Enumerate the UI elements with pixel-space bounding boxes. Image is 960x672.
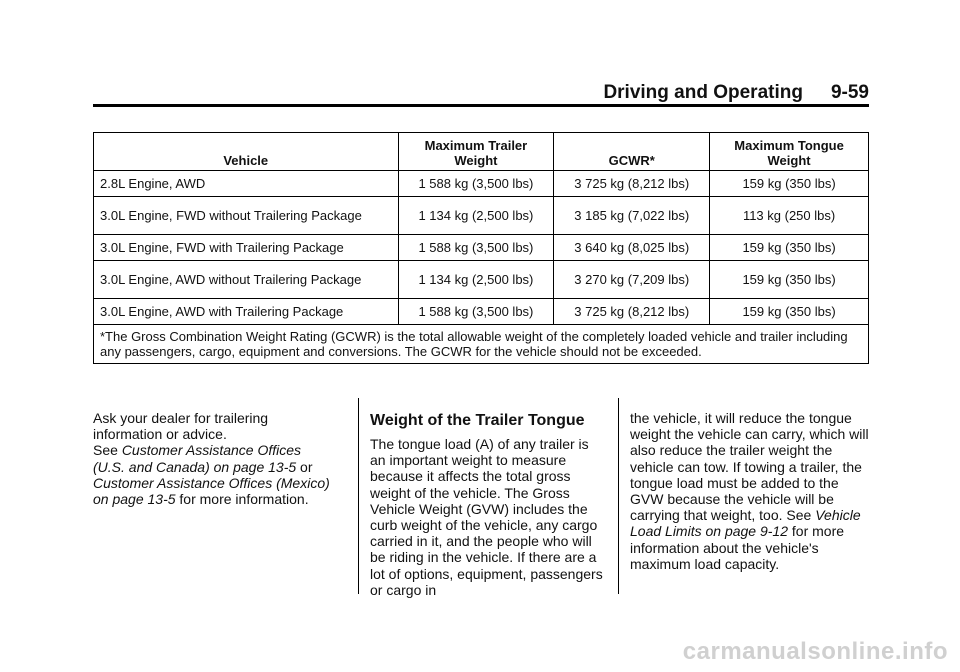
see-label: See — [93, 442, 118, 459]
gcwr-footnote: *The Gross Combination Weight Rating (GCWR) is the total allowable weight of the completely loaded vehicle and trailer including any passengers, cargo, equipment and conversions. The GCWR for the vehicle should not be exceeded. — [94, 325, 869, 364]
column-header: Maximum Trailer Weight — [398, 133, 554, 171]
table-row — [94, 261, 869, 299]
column-middle — [370, 412, 605, 598]
table-cell: 159 kg (350 lbs) — [710, 299, 869, 325]
column-header: Vehicle — [94, 133, 399, 171]
table-cell: 3.0L Engine, AWD without Trailering Package — [94, 261, 399, 299]
table-cell: 3 640 kg (8,025 lbs) — [554, 235, 710, 261]
tongue-load-text: The tongue load (A) of any trailer is an important weight to measure because it affects the total gross weight of the vehicle. The Gross Vehicle Weight (GVW) includes the curb weight of the vehicle, any cargo carried in it, and the people who will be riding in the vehicle. If there are a lot of options, equipment, passengers or cargo in — [370, 436, 603, 598]
table-cell: 1 588 kg (3,500 lbs) — [398, 235, 554, 261]
table-cell: 1 588 kg (3,500 lbs) — [398, 171, 554, 197]
watermark: carmanualsonline.info — [682, 638, 948, 665]
table-cell: 159 kg (350 lbs) — [710, 261, 869, 299]
table-cell: 113 kg (250 lbs) — [710, 197, 869, 235]
table-row — [94, 299, 869, 325]
table-cell: 3 185 kg (7,022 lbs) — [554, 197, 710, 235]
header-rule — [93, 104, 869, 107]
table-row — [94, 235, 869, 261]
table-cell: 159 kg (350 lbs) — [710, 235, 869, 261]
page-number: 9-59 — [830, 82, 869, 103]
table-cell: 159 kg (350 lbs) — [710, 171, 869, 197]
load-capacity-text: for more information about the vehicle's maximum load capacity. — [630, 523, 845, 572]
mexico-offices-link[interactable]: Customer Assistance Offices (Mexico) on page 13-5 — [93, 474, 330, 508]
column-header: Maximum Tongue Weight — [710, 133, 869, 171]
more-info-text: for more information. — [179, 491, 309, 508]
table-cell: 3 725 kg (8,212 lbs) — [554, 299, 710, 325]
table-cell: 2.8L Engine, AWD — [94, 171, 399, 197]
or-label: or — [300, 458, 313, 475]
table-cell: 3 270 kg (7,209 lbs) — [554, 261, 710, 299]
table-cell: 1 134 kg (2,500 lbs) — [398, 197, 554, 235]
column-right — [630, 410, 869, 572]
table-cell: 3.0L Engine, AWD with Trailering Package — [94, 299, 399, 325]
column-header: GCWR* — [554, 133, 710, 171]
section-heading: Weight of the Trailer Tongue — [370, 412, 585, 429]
vehicle-load-limits-link[interactable]: Vehicle Load Limits on page 9-12 — [630, 507, 861, 540]
trailer-weight-table — [93, 132, 869, 364]
table-cell: 1 588 kg (3,500 lbs) — [398, 299, 554, 325]
column-left — [93, 410, 333, 507]
us-canada-offices-link[interactable]: Customer Assistance Offices (U.S. and Canada) on page 13-5 — [93, 442, 302, 475]
dealer-advice-text: Ask your dealer for trailering information or advice. — [93, 410, 269, 443]
table-cell: 1 134 kg (2,500 lbs) — [398, 261, 554, 299]
column-divider — [618, 398, 619, 594]
table-header-row — [94, 133, 869, 171]
section-title: Driving and Operating — [603, 82, 803, 103]
table-footnote-row — [94, 325, 869, 364]
table-row — [94, 197, 869, 235]
column-divider — [358, 398, 359, 594]
table-cell: 3.0L Engine, FWD with Trailering Package — [94, 235, 399, 261]
table-cell: 3.0L Engine, FWD without Trailering Package — [94, 197, 399, 235]
tongue-weight-text: the vehicle, it will reduce the tongue weight the vehicle can carry, which will also reduce the trailer weight the vehicle can tow. If towing a trailer, the tongue load must be added to the GVW because the vehicle will be carrying that weight, too. See — [630, 410, 869, 524]
table-cell: 3 725 kg (8,212 lbs) — [554, 171, 710, 197]
page-header — [93, 82, 869, 104]
table-row — [94, 171, 869, 197]
